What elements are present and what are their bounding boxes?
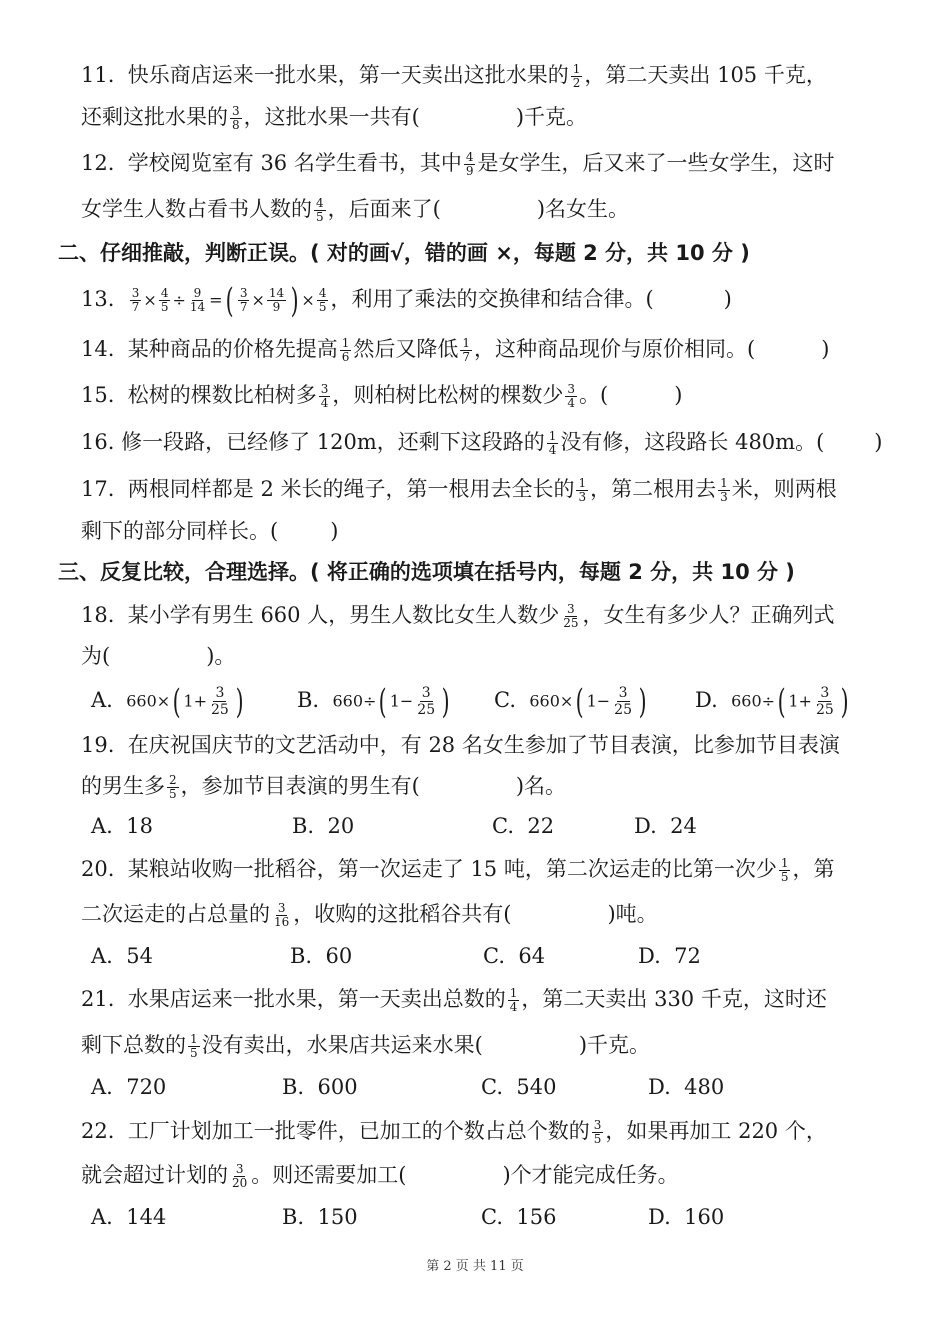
q20-line-2: 二次运走的占总量的 $\frac{3}{16}$ ，收购的这批稻谷共有( )吨。: [81, 901, 658, 929]
q22-option-d[interactable]: D. 160: [648, 1205, 725, 1229]
fraction: $\frac{3}{16}$: [274, 901, 290, 929]
fraction: $\frac{4}{5}$: [316, 196, 324, 224]
fraction: $\frac{3}{5}$: [593, 1118, 602, 1146]
q13-line: 13. $\frac{3}{7}$ × $\frac{4}{5}$ ÷ $\frac{9}{14}$ =( $\frac{3}{7}$ × $\frac{14}{9}$ ) × $\frac{4}{5}$ ，利用了乘法的交换律和结合律。( ): [81, 280, 732, 321]
fraction: $\frac{14}{9}$: [268, 286, 285, 314]
fraction: $\frac{3}{7}$: [239, 286, 248, 314]
q19-option-d[interactable]: D. 24: [634, 814, 697, 838]
q20-option-a[interactable]: A. 54: [91, 944, 153, 968]
q20-line-1: 20. 某粮站收购一批稻谷，第一次运走了 15 吨，第二次运走的比第一次少 $\frac{1}{5}$ ，第: [81, 856, 835, 884]
fraction: $\frac{4}{5}$: [318, 286, 327, 314]
q18-line-1: 18. 某小学有男生 660 人，男生人数比女生人数少 $\frac{3}{25}$ ，女生有多少人？正确列式: [81, 602, 835, 630]
q18-line-2: 为( )。: [81, 644, 236, 668]
q20-option-c[interactable]: C. 64: [483, 944, 546, 968]
fraction: $\frac{3}{25}$: [614, 685, 632, 718]
fraction: $\frac{3}{7}$: [131, 286, 140, 314]
fraction: $\frac{1}{4}$: [548, 429, 557, 457]
q22-option-a[interactable]: A. 144: [91, 1205, 167, 1229]
fraction: $\frac{1}{3}$: [720, 476, 728, 504]
q21-line-1: 21. 水果店运来一批水果，第一天卖出总数的 $\frac{1}{4}$ ，第二天卖出 330 千克，这时还: [81, 986, 827, 1014]
q21-option-a[interactable]: A. 720: [91, 1075, 167, 1099]
q18-option-a[interactable]: A. 660×( 1+ $\frac{3}{25}$ ): [91, 681, 244, 722]
q22-line-2: 就会超过计划的 $\frac{3}{20}$ 。则还需要加工( )个才能完成任务。: [81, 1162, 679, 1190]
q18-option-d[interactable]: D. 660÷( 1+ $\frac{3}{25}$ ): [695, 681, 849, 722]
fraction: $\frac{3}{25}$: [815, 685, 834, 718]
q19-option-b[interactable]: B. 20: [292, 814, 355, 838]
fraction: $\frac{4}{5}$: [160, 286, 169, 314]
q15-line: 15. 松树的棵数比柏树多 $\frac{3}{4}$ ，则柏树比松树的棵数少 $\frac{3}{4}$ 。( ): [81, 382, 683, 410]
page-footer: 第 2 页 共 11 页: [426, 1259, 524, 1274]
q11-line-2: 还剩这批水果的 $\frac{3}{8}$ ，这批水果一共有( )千克。: [81, 104, 588, 132]
q18-option-c[interactable]: C. 660×( 1− $\frac{3}{25}$ ): [494, 681, 647, 722]
fraction: $\frac{1}{5}$: [190, 1032, 198, 1060]
q17-line-1: 17. 两根同样都是 2 米长的绳子，第一根用去全长的 $\frac{1}{3}$ ，第二根用去 $\frac{1}{3}$ 米，则两根: [81, 476, 837, 504]
section-2-heading: 二、仔细推敲，判断正误。( 对的画√，错的画 ×，每题 2 分，共 10 分 ): [58, 241, 750, 265]
fraction: $\frac{1}{3}$: [578, 476, 587, 504]
fraction: $\frac{3}{4}$: [320, 382, 329, 410]
q11-line-1: 11. 快乐商店运来一批水果，第一天卖出这批水果的 $\frac{1}{2}$ ，第二天卖出 105 千克，: [81, 62, 827, 90]
q20-option-b[interactable]: B. 60: [290, 944, 353, 968]
fraction: $\frac{3}{25}$: [417, 685, 436, 718]
q12-line-1: 12. 学校阅览室有 36 名学生看书，其中 $\frac{4}{9}$ 是女学生，后又来了一些女学生，这时: [81, 150, 835, 178]
fraction: $\frac{3}{4}$: [567, 382, 576, 410]
q21-line-2: 剩下总数的 $\frac{1}{5}$ 没有卖出，水果店共运来水果( )千克。: [81, 1032, 651, 1060]
q12-line-2: 女学生人数占看书人数的 $\frac{4}{5}$ ，后面来了( )名女生。: [81, 196, 630, 224]
fraction: $\frac{4}{9}$: [465, 150, 474, 178]
q22-line-1: 22. 工厂计划加工一批零件，已加工的个数占总个数的 $\frac{3}{5}$ ，如果再加工 220 个，: [81, 1118, 827, 1146]
q19-line-2: 的男生多 $\frac{2}{5}$ ，参加节目表演的男生有( )名。: [81, 773, 567, 801]
fraction: $\frac{1}{4}$: [509, 986, 518, 1014]
q19-line-1: 19. 在庆祝国庆节的文艺活动中，有 28 名女生参加了节目表演，比参加节目表演: [81, 733, 840, 757]
fraction: $\frac{9}{14}$: [189, 286, 206, 314]
q21-option-b[interactable]: B. 600: [282, 1075, 358, 1099]
q18-option-b[interactable]: B. 660÷( 1− $\frac{3}{25}$ ): [297, 681, 450, 722]
q20-option-d[interactable]: D. 72: [638, 944, 701, 968]
q19-option-c[interactable]: C. 22: [492, 814, 555, 838]
q16-line: 16. 修一段路，已经修了 120m，还剩下这段路的 $\frac{1}{4}$ 没有修，这段路长 480m。( ): [81, 429, 883, 457]
q22-option-c[interactable]: C. 156: [481, 1205, 557, 1229]
q19-option-a[interactable]: A. 18: [91, 814, 153, 838]
section-3-heading: 三、反复比较，合理选择。( 将正确的选项填在括号内，每题 2 分，共 10 分 ): [58, 560, 795, 584]
fraction: $\frac{3}{25}$: [563, 602, 579, 630]
q21-option-d[interactable]: D. 480: [648, 1075, 725, 1099]
q22-option-b[interactable]: B. 150: [282, 1205, 358, 1229]
fraction: $\frac{1}{6}$: [341, 336, 350, 364]
q21-option-c[interactable]: C. 540: [481, 1075, 557, 1099]
q17-line-2: 剩下的部分同样长。( ): [81, 519, 339, 543]
fraction: $\frac{3}{25}$: [211, 685, 229, 718]
fraction: $\frac{3}{8}$: [232, 104, 240, 132]
fraction: $\frac{3}{20}$: [232, 1162, 248, 1190]
fraction: $\frac{1}{2}$: [572, 62, 581, 90]
q14-line: 14. 某种商品的价格先提高 $\frac{1}{6}$ 然后又降低 $\frac{1}{7}$ ，这种商品现价与原价相同。( ): [81, 336, 830, 364]
fraction: $\frac{1}{7}$: [462, 336, 471, 364]
fraction: $\frac{2}{5}$: [169, 773, 177, 801]
fraction: $\frac{1}{5}$: [780, 856, 789, 884]
